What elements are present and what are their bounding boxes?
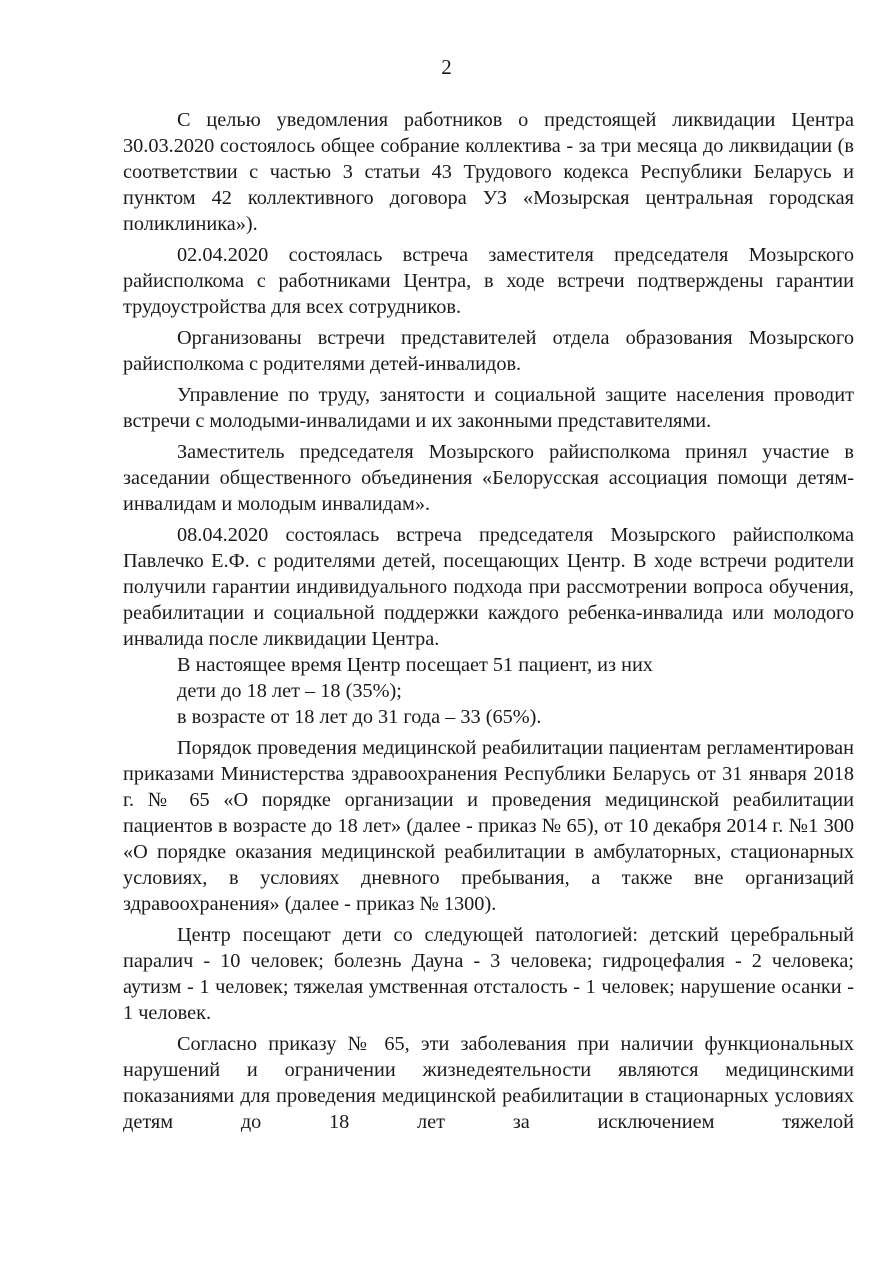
paragraph-order-65-indications: Согласно приказу № 65, эти заболевания при наличии функциональных нарушений и ограничении жизнедеятельности являются медицинскими показаниями для проведения медицинской реабилитации в стационарных условиях детям до 18 лет за исключением тяжелой xyxy=(123,1033,854,1133)
page-number: 2 xyxy=(441,55,452,79)
stats-intro: В настоящее время Центр посещает 51 пациент, из них xyxy=(177,654,653,676)
paragraph-education-meetings: Организованы встречи представителей отдела образования Мозырского райисполкома с родителями детей-инвалидов. xyxy=(123,327,854,375)
paragraph-pathology-list: Центр посещают дети со следующей патологией: детский церебральный паралич - 10 человек; болезнь Дауна - 3 человека; гидроцефалия - 2 человека; аутизм - 1 человек; тяжелая умственная отсталость - 1 человек; нарушение осанки - 1 человек. xyxy=(123,924,854,1024)
stats-children: дети до 18 лет – 18 (35%); xyxy=(177,680,402,702)
paragraph-association-session: Заместитель председателя Мозырского райисполкома принял участие в заседании общественного объединения «Белорусская ассоциация помощи детям-инвалидам и молодым инвалидам». xyxy=(123,441,854,515)
stats-adults: в возрасте от 18 лет до 31 года – 33 (65%). xyxy=(177,706,542,728)
paragraph-chairman-meeting: 08.04.2020 состоялась встреча председателя Мозырского райисполкома Павлечко Е.Ф. с родителями детей, посещающих Центр. В ходе встречи родители получили гарантии индивидуального подхода при рассмотрении вопроса обучения, реабилитации и социальной поддержки каждого ребенка-инвалида или молодого инвалида после ликвидации Центра. xyxy=(123,524,854,650)
paragraph-rehabilitation-order: Порядок проведения медицинской реабилитации пациентам регламентирован приказами Министерства здравоохранения Республики Беларусь от 31 января 2018 г. № 65 «О порядке организации и проведения медицинской реабилитации пациентов в возрасте до 18 лет» (далее - приказ № 65), от 10 декабря 2014 г. №1 300 «О порядке оказания медицинской реабилитации в амбулаторных, стационарных условиях, в условиях дневного пребывания, а также вне организаций здравоохранения» (далее - приказ № 1300). xyxy=(123,737,854,915)
paragraph-labor-department: Управление по труду, занятости и социальной защите населения проводит встречи с молодыми-инвалидами и их законными представителями. xyxy=(123,384,854,432)
paragraph-deputy-meeting: 02.04.2020 состоялась встреча заместителя председателя Мозырского райисполкома с работниками Центра, в ходе встречи подтверждены гарантии трудоустройства для всех сотрудников. xyxy=(123,244,854,318)
paragraph-notification-meeting: С целью уведомления работников о предстоящей ликвидации Центра 30.03.2020 состоялось общее собрание коллектива - за три месяца до ликвидации (в соответствии с частью 3 статьи 43 Трудового кодекса Республики Беларусь и пунктом 42 коллективного договора УЗ «Мозырская центральная городская поликлиника»). xyxy=(123,109,854,235)
document-body xyxy=(123,107,854,1135)
